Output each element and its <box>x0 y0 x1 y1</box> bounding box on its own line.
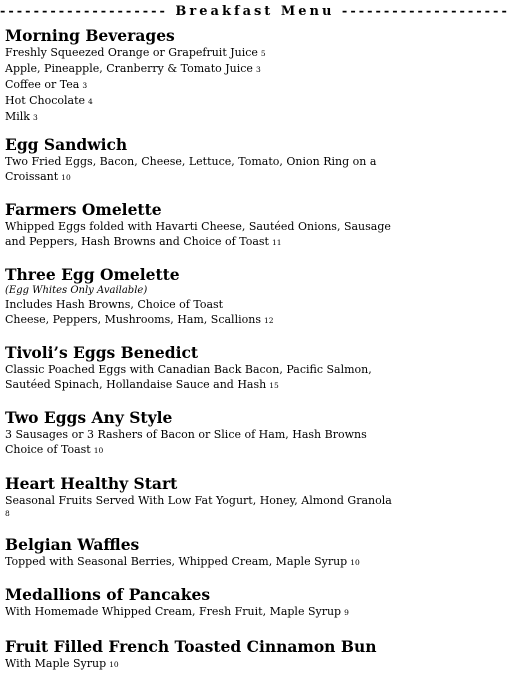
item-price: 3 <box>82 81 88 90</box>
section-farmers-omelette <box>5 200 392 250</box>
section-three-egg-omelette <box>5 265 392 328</box>
item-price: 3 <box>32 113 38 122</box>
item-price: 9 <box>344 608 349 617</box>
item-text: Croissant <box>5 170 59 183</box>
item-text: Choice of Toast <box>5 443 91 456</box>
section-title: Three Egg Omelette <box>5 265 180 284</box>
item-text: Freshly Squeezed Orange or Grapefruit Juice <box>5 46 258 59</box>
item-price: 15 <box>269 381 279 390</box>
item-text: Sautéed Spinach, Hollandaise Sauce and Hash <box>5 378 267 391</box>
section-title: Farmers Omelette <box>5 200 162 219</box>
item-description <box>5 604 392 620</box>
menu-item <box>5 109 392 125</box>
item-description: Whipped Eggs folded with Havarti Cheese, Sautéed Onions, Sausage <box>5 220 391 233</box>
section-egg-sandwich <box>5 135 392 185</box>
item-price: 10 <box>93 446 104 455</box>
item-price: 8 <box>5 509 10 518</box>
item-price: 10 <box>61 173 71 182</box>
item-description <box>5 312 392 328</box>
item-price: 10 <box>109 660 119 669</box>
item-description <box>5 656 392 672</box>
item-description <box>5 554 392 570</box>
section-title: Fruit Filled French Toasted Cinnamon Bun <box>5 637 377 656</box>
section-title: Heart Healthy Start <box>5 474 178 493</box>
item-text: With Homemade Whipped Cream, Fresh Fruit, Maple Syrup <box>5 605 342 618</box>
section-title: Medallions of Pancakes <box>5 585 211 604</box>
section-title: Egg Sandwich <box>5 135 128 154</box>
item-description: Includes Hash Browns, Choice of Toast <box>5 298 224 311</box>
item-description: Classic Poached Eggs with Canadian Back Bacon, Pacific Salmon, <box>5 363 372 376</box>
section-title: Two Eggs Any Style <box>5 408 173 427</box>
item-price: 5 <box>260 49 266 58</box>
section-belgian-waffles <box>5 535 392 570</box>
section-morning-beverages <box>5 26 392 125</box>
section-two-eggs <box>5 408 392 458</box>
item-text: With Maple Syrup <box>5 657 107 670</box>
menu-item <box>5 45 392 61</box>
item-price: 10 <box>350 558 360 567</box>
section-cinnamon-bun <box>5 637 392 672</box>
section-heart-healthy <box>5 474 392 519</box>
item-text: Topped with Seasonal Berries, Whipped Cream, Maple Syrup <box>5 555 348 568</box>
section-pancakes <box>5 585 392 620</box>
item-description: 3 Sausages or 3 Rashers of Bacon or Slice of Ham, Hash Browns <box>5 428 367 441</box>
item-price: 3 <box>255 65 261 74</box>
item-price: 4 <box>88 97 93 106</box>
item-text: and Peppers, Hash Browns and Choice of Toast <box>5 235 269 248</box>
section-title: Tivoli’s Eggs Benedict <box>5 343 199 362</box>
section-eggs-benedict <box>5 343 392 393</box>
menu-item <box>5 93 392 109</box>
item-text: Apple, Pineapple, Cranberry & Tomato Juice <box>5 62 253 75</box>
section-title: Belgian Waffles <box>5 535 140 554</box>
item-price: 12 <box>263 316 274 325</box>
item-text: Cheese, Peppers, Mushrooms, Ham, Scallions <box>5 313 261 326</box>
menu-item <box>5 77 392 93</box>
item-text: Coffee or Tea <box>5 78 80 91</box>
menu-header: -------------------- Breakfast Menu -------------------- <box>0 4 510 19</box>
item-description <box>5 169 392 185</box>
item-description: Two Fried Eggs, Bacon, Cheese, Lettuce, Tomato, Onion Ring on a <box>5 155 377 168</box>
menu-item <box>5 61 392 77</box>
item-text: Milk <box>5 110 30 123</box>
item-description <box>5 377 392 393</box>
item-text: Hot Chocolate <box>5 94 86 107</box>
item-description <box>5 234 392 250</box>
item-description <box>5 442 392 458</box>
item-description <box>5 508 392 519</box>
section-title: Morning Beverages <box>5 26 175 45</box>
item-price: 11 <box>271 238 282 247</box>
item-note: (Egg Whites Only Available) <box>5 285 148 296</box>
item-description: Seasonal Fruits Served With Low Fat Yogurt, Honey, Almond Granola <box>5 494 392 507</box>
